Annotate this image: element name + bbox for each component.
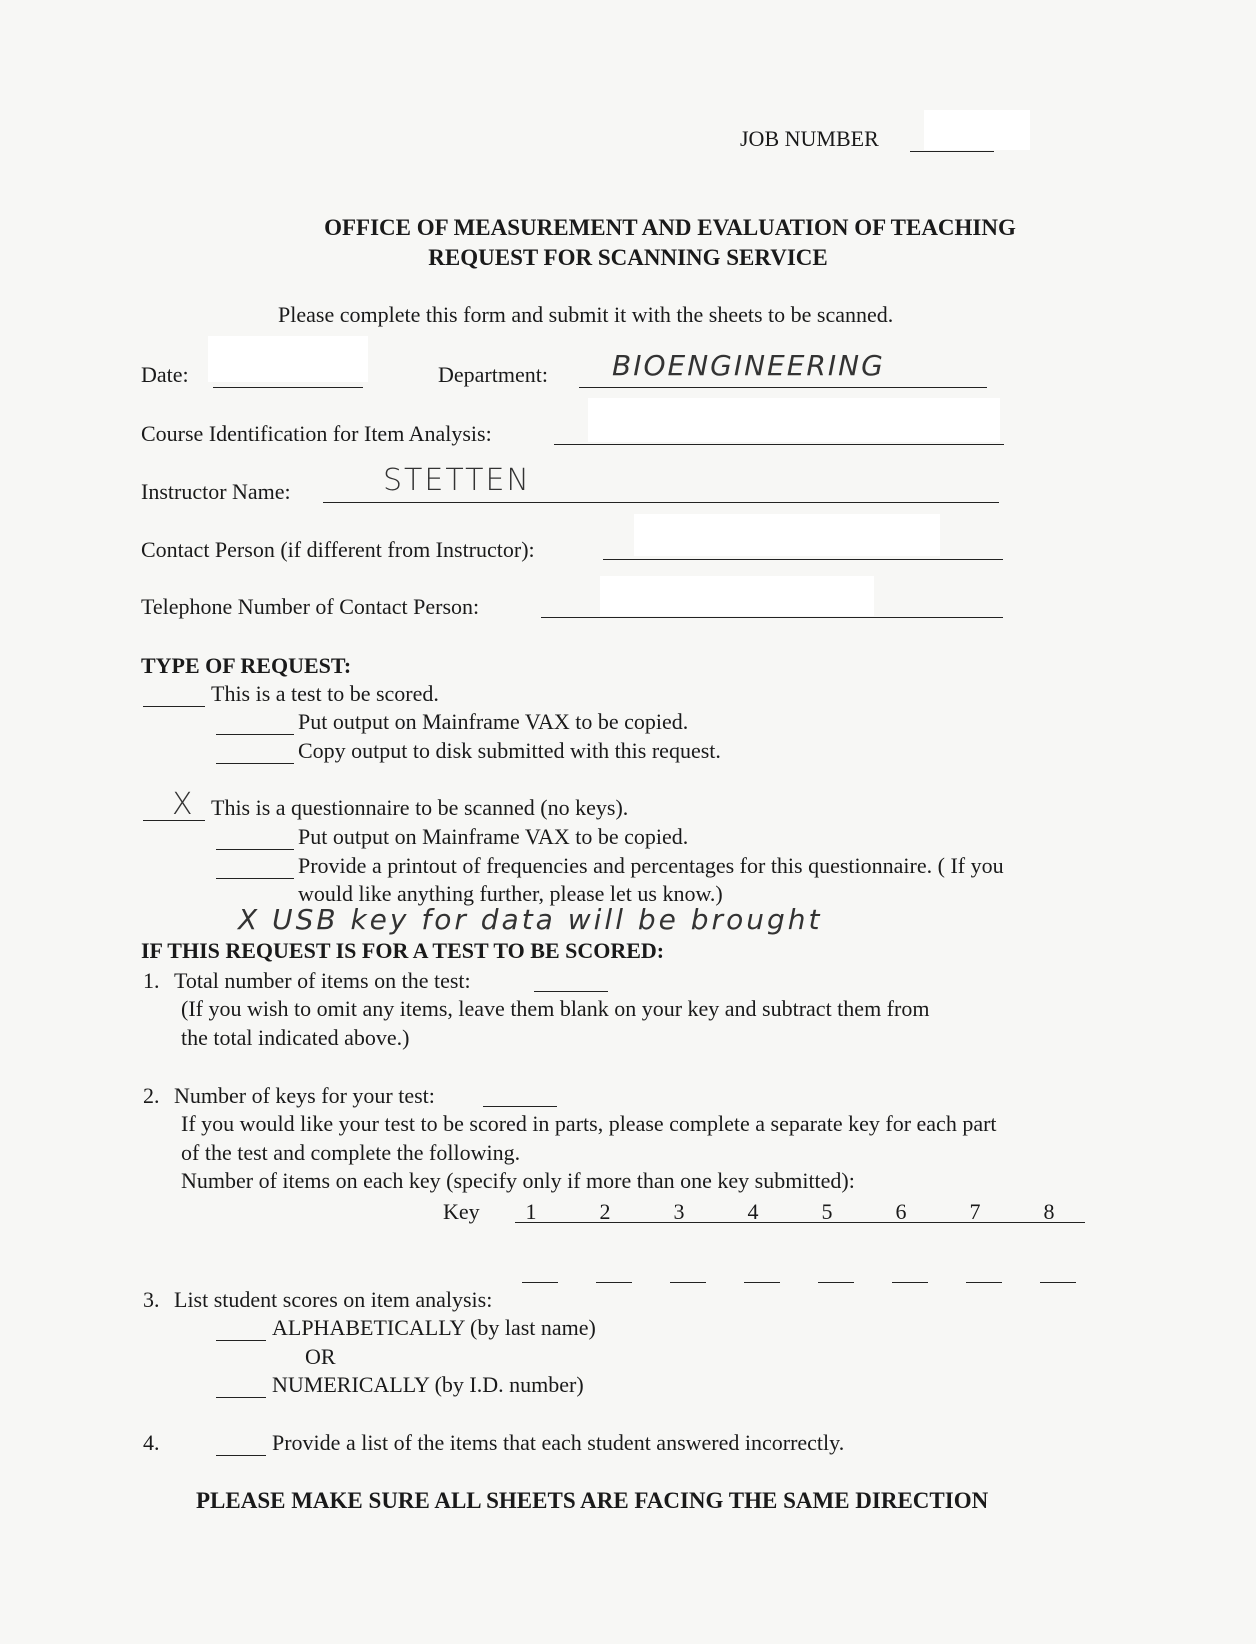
type-of-request-heading: TYPE OF REQUEST: — [141, 653, 352, 678]
numerical-checkline[interactable] — [216, 1397, 266, 1398]
department-handwritten: BIOENGINEERING — [612, 349, 885, 382]
item1-note-cont: the total indicated above.) — [181, 1025, 410, 1050]
redacted-job-number — [924, 110, 1030, 150]
item1-total-line[interactable] — [534, 991, 608, 992]
item2-parts-text-cont: of the test and complete the following. — [181, 1140, 521, 1165]
key-number: 3 — [673, 1199, 685, 1224]
alphabetical-checkline[interactable] — [216, 1340, 266, 1341]
test-scored-checkline[interactable] — [143, 706, 205, 707]
questionnaire-printout-option: Provide a printout of frequencies and percentages for this questionnaire. ( If you — [298, 853, 1004, 878]
telephone-label: Telephone Number of Contact Person: — [141, 594, 480, 619]
key-number: 8 — [1043, 1199, 1055, 1224]
questionnaire-vax-checkline[interactable] — [216, 849, 294, 850]
form-title-office: OFFICE OF MEASUREMENT AND EVALUATION OF TEACHING — [324, 215, 1016, 240]
numerical-option: NUMERICALLY (by I.D. number) — [272, 1372, 584, 1397]
key-number: 4 — [747, 1199, 759, 1224]
key-number: 1 — [525, 1199, 537, 1224]
handwritten-usb-note: X USB key for data will be brought — [238, 903, 823, 936]
redacted-contact-person — [634, 514, 940, 556]
job-number-line — [910, 151, 994, 152]
key-count-blank[interactable] — [744, 1282, 780, 1283]
test-vax-option: Put output on Mainframe VAX to be copied. — [298, 709, 689, 734]
or-label: OR — [305, 1344, 336, 1369]
item1-note: (If you wish to omit any items, leave them blank on your key and subtract them from — [181, 996, 930, 1021]
item4-text: Provide a list of the items that each student answered incorrectly. — [272, 1430, 845, 1455]
key-count-blank[interactable] — [522, 1282, 558, 1283]
test-vax-checkline[interactable] — [216, 734, 294, 735]
test-disk-option: Copy output to disk submitted with this request. — [298, 738, 721, 763]
footer-notice: PLEASE MAKE SURE ALL SHEETS ARE FACING THE SAME DIRECTION — [196, 1488, 989, 1513]
department-line[interactable] — [579, 387, 987, 388]
questionnaire-option: This is a questionnaire to be scanned (no keys). — [211, 795, 629, 820]
questionnaire-printout-checkline[interactable] — [216, 878, 294, 879]
questionnaire-vax-option: Put output on Mainframe VAX to be copied. — [298, 824, 689, 849]
redacted-date — [208, 336, 368, 382]
key-label: Key — [443, 1199, 480, 1224]
item2-keys-line[interactable] — [483, 1106, 557, 1107]
key-count-blank[interactable] — [892, 1282, 928, 1283]
questionnaire-printout-option-cont: would like anything further, please let us know.) — [298, 881, 723, 906]
instructor-handwritten: STETTEN — [383, 463, 531, 498]
test-section-heading: IF THIS REQUEST IS FOR A TEST TO BE SCORED: — [141, 938, 665, 963]
key-number: 2 — [599, 1199, 611, 1224]
item2-text: Number of keys for your test: — [174, 1083, 435, 1108]
item1-number: 1. — [143, 968, 160, 993]
test-scored-option: This is a test to be scored. — [211, 681, 439, 706]
questionnaire-check-mark: X — [172, 787, 195, 822]
redacted-telephone — [600, 576, 874, 616]
form-title-request: REQUEST FOR SCANNING SERVICE — [428, 245, 828, 270]
key-count-blank[interactable] — [1040, 1282, 1076, 1283]
date-label: Date: — [141, 362, 189, 387]
item3-number: 3. — [143, 1287, 160, 1312]
item1-text: Total number of items on the test: — [174, 968, 471, 993]
contact-person-label: Contact Person (if different from Instructor): — [141, 537, 535, 562]
item4-number: 4. — [143, 1430, 160, 1455]
instructor-line[interactable] — [323, 502, 999, 503]
item2-number: 2. — [143, 1083, 160, 1108]
incorrect-items-checkline[interactable] — [216, 1455, 266, 1456]
item2-items-per-key: Number of items on each key (specify only if more than one key submitted): — [181, 1168, 855, 1193]
key-number: 7 — [969, 1199, 981, 1224]
key-number: 6 — [895, 1199, 907, 1224]
job-number-label: JOB NUMBER — [740, 126, 879, 151]
key-numbers-row — [494, 1201, 1086, 1223]
key-count-blank[interactable] — [818, 1282, 854, 1283]
item3-text: List student scores on item analysis: — [174, 1287, 493, 1312]
telephone-line[interactable] — [541, 617, 1003, 618]
instructor-label: Instructor Name: — [141, 479, 291, 504]
key-number: 5 — [821, 1199, 833, 1224]
redacted-course-id — [588, 398, 1000, 442]
key-count-blank[interactable] — [966, 1282, 1002, 1283]
item2-parts-text: If you would like your test to be scored in parts, please complete a separate key for each part — [181, 1111, 997, 1136]
form-instruction: Please complete this form and submit it with the sheets to be scanned. — [278, 302, 894, 327]
date-line[interactable] — [213, 387, 363, 388]
key-count-blank[interactable] — [596, 1282, 632, 1283]
contact-person-line[interactable] — [603, 559, 1003, 560]
key-numbers-underline — [515, 1222, 1085, 1223]
department-label: Department: — [438, 362, 548, 387]
key-count-blank[interactable] — [670, 1282, 706, 1283]
course-id-label: Course Identification for Item Analysis: — [141, 421, 492, 446]
test-disk-checkline[interactable] — [216, 763, 294, 764]
course-id-line[interactable] — [554, 444, 1004, 445]
alphabetical-option: ALPHABETICALLY (by last name) — [272, 1315, 596, 1340]
